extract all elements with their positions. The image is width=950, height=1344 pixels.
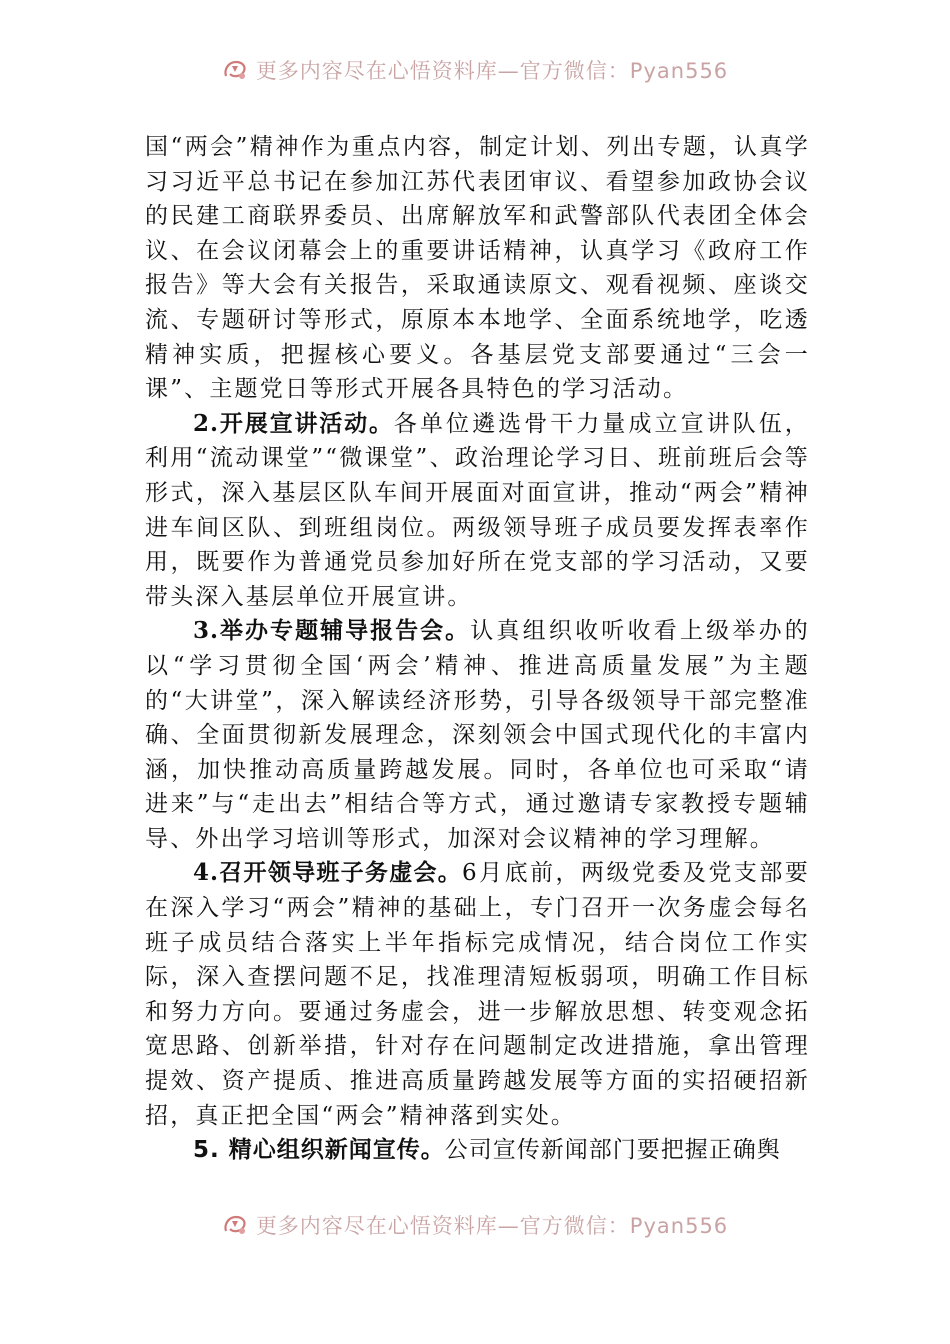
- paragraph-5-heading: 5. 精心组织新闻宣传。: [193, 1137, 445, 1164]
- seal-logo-icon: [222, 58, 250, 82]
- paragraph-5-body: 公司宣传新闻部门要把握正确舆: [444, 1137, 781, 1164]
- watermark-banner-bottom: [0, 1205, 950, 1245]
- paragraph-2-body: 各单位遴选骨干力量成立宣讲队伍，利用“流动课堂”“微课堂”、政治理论学习日、班前班后会等形式，深入基层区队车间开展面对面宣讲，推动“两会”精神进车间区队、到班组岗位。两级领导班子成员要发挥表率作用，既要作为普通党员参加好所在党支部的学习活动，又要带头深入基层单位开展宣讲。: [145, 410, 810, 610]
- paragraph-3-body: 认真组织收听收看上级举办的以“学习贯彻全国‘两会’精神、推进高质量发展”为主题的“大讲堂”，深入解读经济形势，引导各级领导干部完整准确、全面贯彻新发展理念，深刻领会中国式现代化的丰富内涵，加快推动高质量跨越发展。同时，各单位也可采取“请进来”与“走出去”相结合等方式，通过邀请专家教授专题辅导、外出学习培训等形式，加深对会议精神的学习理解。: [145, 618, 810, 852]
- paragraph-2-heading: 2.开展宣讲活动。: [193, 409, 394, 437]
- watermark-text-bottom: 更多内容尽在心悟资料库—官方微信：Pyan556: [255, 1214, 729, 1238]
- paragraph-3: [145, 614, 810, 856]
- paragraph-1-body: 国“两会”精神作为重点内容，制定计划、列出专题，认真学习习近平总书记在参加江苏代表团审议、看望参加政协会议的民建工商联界委员、出席解放军和武警部队代表团全体会议、在会议闭幕会上的重要讲话精神，认真学习《政府工作报告》等大会有关报告，采取通读原文、观看视频、座谈交流、专题研讨等形式，原原本本地学、全面系统地学，吃透精神实质，把握核心要义。各基层党支部要通过“三会一课”、主题党日等形式开展各具特色的学习活动。: [145, 134, 810, 403]
- document-body: [145, 130, 810, 1205]
- paragraph-4-heading: 4.召开领导班子务虚会。: [193, 859, 463, 887]
- paragraph-5: [145, 1133, 810, 1168]
- watermark-banner-top: [0, 50, 950, 90]
- paragraph-2: [145, 407, 810, 615]
- paragraph-1: [145, 130, 810, 407]
- seal-logo-icon: [222, 1213, 250, 1237]
- paragraph-4: [145, 856, 810, 1133]
- paragraph-3-heading: 3.举办专题辅导报告会。: [193, 617, 471, 645]
- paragraph-4-body: 6月底前，两级党委及党支部要在深入学习“两会”精神的基础上，专门召开一次务虚会每名班子成员结合落实上半年指标完成情况，结合岗位工作实际，深入查摆问题不足，找准理清短板弱项，明确工作目标和努力方向。要通过务虚会，进一步解放思想、转变观念拓宽思路、创新举措，针对存在问题制定改进措施，拿出管理提效、资产提质、推进高质量跨越发展等方面的实招硬招新招，真正把全国“两会”精神落到实处。: [145, 860, 810, 1129]
- watermark-text: 更多内容尽在心悟资料库—官方微信：Pyan556: [255, 59, 729, 83]
